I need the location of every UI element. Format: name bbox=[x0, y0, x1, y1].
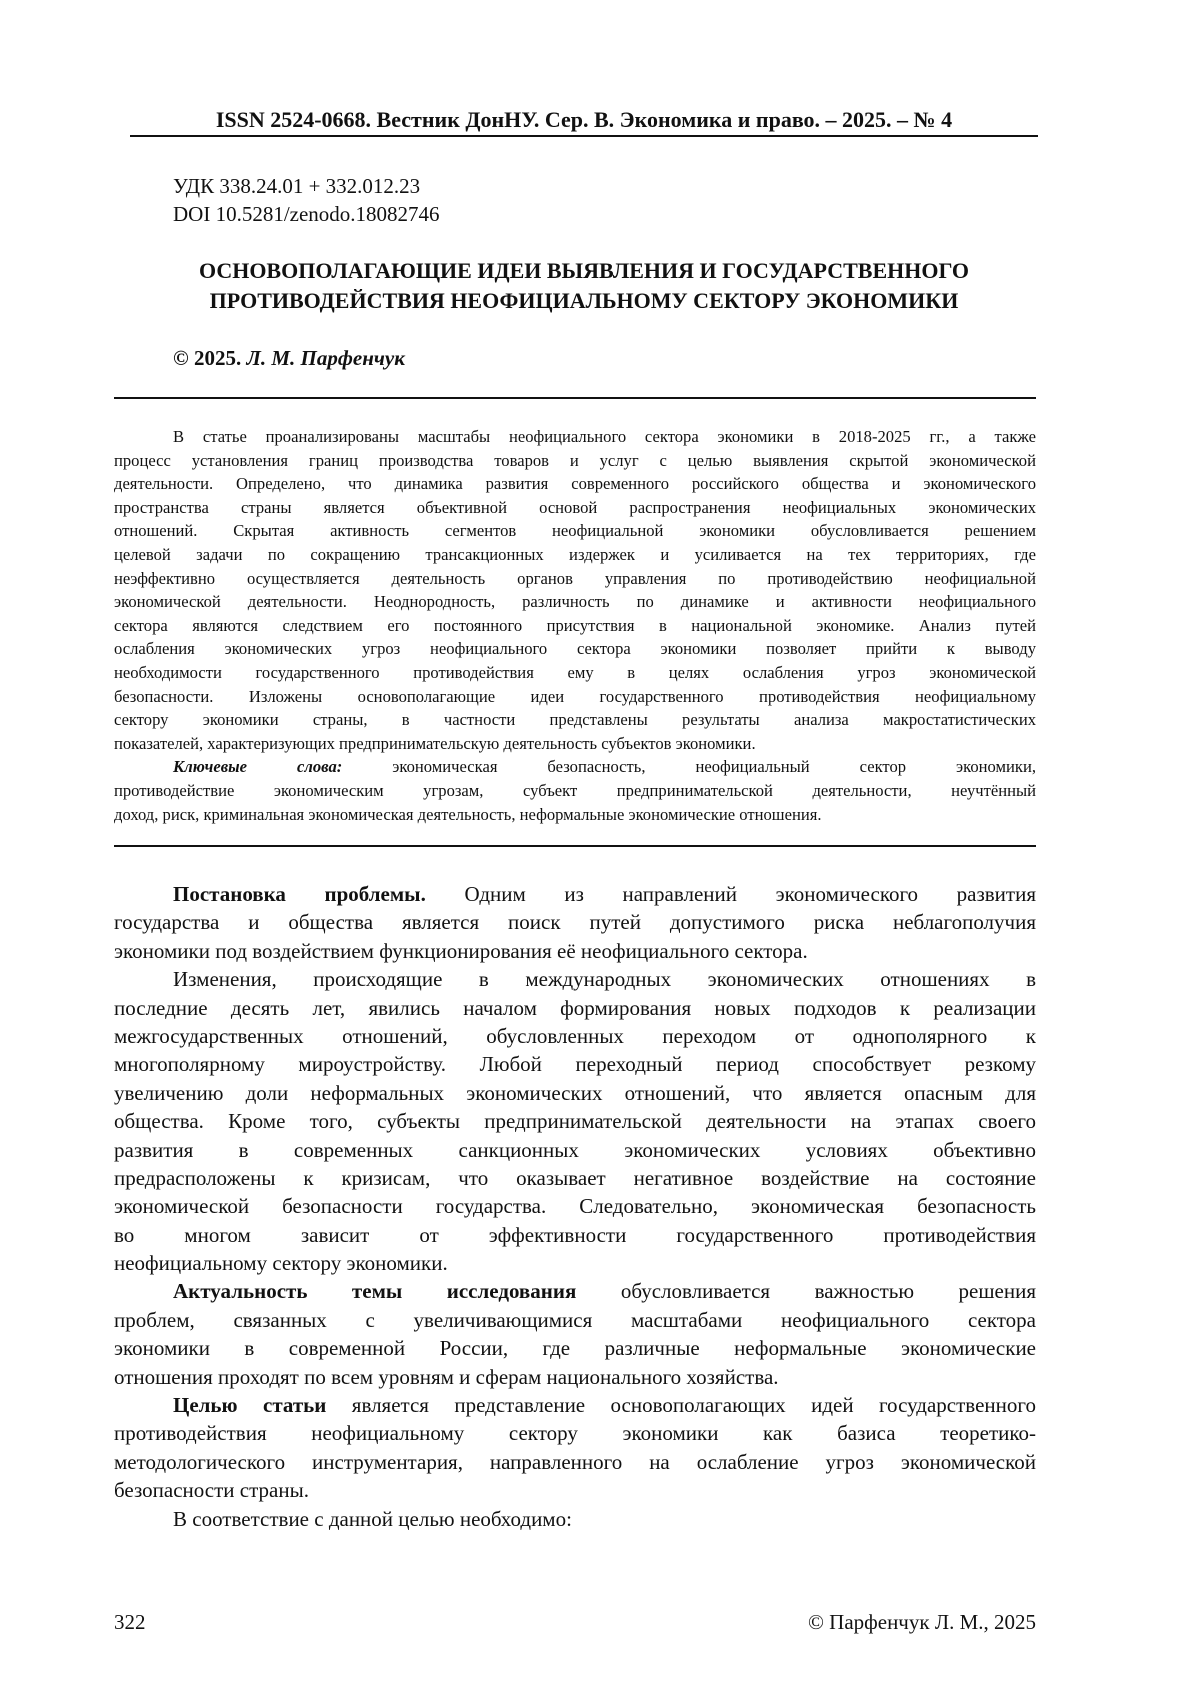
section-heading: Постановка проблемы. bbox=[173, 882, 426, 906]
abstract-top-rule bbox=[114, 397, 1036, 399]
keywords-line: доход, риск, криминальная экономическая деятельность, неформальные экономические отношения. bbox=[114, 804, 822, 824]
abstract-bottom-rule bbox=[114, 845, 1036, 847]
page-number: 322 bbox=[114, 1610, 146, 1634]
body-line: развития в современных санкционных экономических условиях объективно bbox=[114, 1137, 1036, 1162]
abstract-line: экономической деятельности. Неоднородность, различность по динамике и активности неофициального bbox=[114, 592, 1036, 612]
body-line: Актуальность темы исследования обусловливается важностью решения bbox=[173, 1279, 1036, 1304]
body-line: последние десять лет, явились началом формирования новых подходов к реализации bbox=[114, 995, 1036, 1020]
keywords-line: противодействие экономическим угрозам, субъект предпринимательской деятельности, неучтённый bbox=[114, 780, 1036, 800]
author-line bbox=[173, 344, 405, 372]
abstract-line: безопасности. Изложены основополагающие идеи государственного противодействия неофициальному bbox=[114, 686, 1036, 706]
journal-header: ISSN 2524-0668. Вестник ДонНУ. Сер. В. Экономика и право. – 2025. – № 4 bbox=[215, 107, 953, 132]
abstract-line: отношений. Скрытая активность сегментов неофициальной экономики обусловливается решением bbox=[114, 521, 1036, 541]
body-line: противодействия неофициальному сектору экономики как базиса теоретико- bbox=[114, 1421, 1036, 1446]
abstract bbox=[114, 425, 1036, 826]
author-copyright: © 2025. bbox=[173, 346, 242, 370]
body-line: предрасположены к кризисам, что оказывает негативное воздействие на состояние bbox=[114, 1165, 1036, 1190]
body-line: во многом зависит от эффективности государственного противодействия bbox=[114, 1222, 1036, 1247]
abstract-line: сектора являются следствием его постоянного присутствия в национальной экономике. Анализ путей bbox=[114, 615, 1036, 635]
article-title bbox=[130, 256, 1038, 316]
article-body bbox=[114, 880, 1036, 1533]
abstract-line: необходимости государственного противодействия ему в целях ослабления угроз экономической bbox=[114, 662, 1036, 682]
body-line: экономики под воздействием функционирования её неофициального сектора. bbox=[114, 938, 808, 963]
abstract-line: сектору экономики страны, в частности представлены результаты анализа макростатистических bbox=[114, 710, 1036, 730]
keywords-label: Ключевые слова: bbox=[173, 757, 343, 777]
body-line: Целью статьи является представление основополагающих идей государственного bbox=[173, 1393, 1036, 1418]
keywords-text: экономическая безопасность, неофициальный сектор экономики, bbox=[342, 757, 1036, 777]
abstract-line: целевой задачи по сокращению трансакционных издержек и усиливается на тех территориях, где bbox=[114, 544, 1036, 564]
body-line: методологического инструментария, направленного на ослабление угроз экономической bbox=[114, 1449, 1036, 1474]
footer-copyright: © Парфенчук Л. М., 2025 bbox=[807, 1610, 1036, 1634]
body-line: проблем, связанных с увеличивающимися масштабами неофициального сектора bbox=[114, 1307, 1036, 1332]
body-line: безопасности страны. bbox=[114, 1478, 309, 1503]
abstract-line: показателей, характеризующих предпринимательскую деятельность субъектов экономики. bbox=[114, 733, 756, 753]
section-heading: Актуальность темы исследования bbox=[173, 1279, 577, 1304]
keywords-line bbox=[114, 755, 1036, 779]
section-heading: Целью статьи bbox=[173, 1393, 327, 1418]
abstract-line: неэффективно осуществляется деятельность органов управления по противодействию неофициальной bbox=[114, 568, 1036, 588]
abstract-line: деятельности. Определено, что динамика развития современного российского общества и экономического bbox=[114, 474, 1036, 494]
title-line: ОСНОВОПОЛАГАЮЩИЕ ИДЕИ ВЫЯВЛЕНИЯ И ГОСУДАРСТВЕННОГО bbox=[198, 258, 970, 283]
doi: DOI 10.5281/zenodo.18082746 bbox=[173, 202, 440, 226]
body-line: Изменения, происходящие в международных экономических отношениях в bbox=[173, 967, 1036, 992]
body-line: Постановка проблемы. Одним из направлений экономического развития bbox=[173, 882, 1036, 906]
body-line: межгосударственных отношений, обусловленных переходом от однополярного к bbox=[114, 1023, 1036, 1048]
abstract-line: В статье проанализированы масштабы неофициального сектора экономики в 2018-2025 гг., а также bbox=[173, 427, 1036, 446]
body-line: многополярному мироустройству. Любой переходный период способствует резкому bbox=[114, 1052, 1036, 1077]
abstract-line: процесс установления границ производства товаров и услуг с целью выявления скрытой экономической bbox=[114, 450, 1036, 470]
body-line: неофициальному сектору экономики. bbox=[114, 1251, 448, 1276]
body-line: отношения проходят по всем уровням и сферам национального хозяйства. bbox=[114, 1364, 779, 1389]
article-meta bbox=[173, 172, 440, 228]
body-line: увеличению доли неформальных экономических отношений, что является опасным для bbox=[114, 1080, 1036, 1105]
abstract-line: ослабления экономических угроз неофициального сектора экономики позволяет прийти к выводу bbox=[114, 639, 1036, 659]
udk-code: УДК 338.24.01 + 332.012.23 bbox=[173, 174, 421, 198]
body-line: В соответствие с данной целью необходимо: bbox=[173, 1506, 572, 1531]
abstract-line: пространства страны является объективной основой распространения неофициальных экономических bbox=[114, 497, 1036, 517]
body-line: государства и общества является поиск путей допустимого риска неблагополучия bbox=[114, 910, 1036, 935]
author-name: Л. М. Парфенчук bbox=[246, 346, 405, 370]
body-line: экономики в современной России, где различные неформальные экономические bbox=[114, 1336, 1036, 1361]
body-line: общества. Кроме того, субъекты предпринимательской деятельности на этапах своего bbox=[114, 1109, 1036, 1134]
body-line: экономической безопасности государства. Следовательно, экономическая безопасность bbox=[114, 1194, 1036, 1219]
header-rule bbox=[130, 135, 1038, 137]
title-line: ПРОТИВОДЕЙСТВИЯ НЕОФИЦИАЛЬНОМУ СЕКТОРУ ЭКОНОМИКИ bbox=[209, 288, 959, 313]
